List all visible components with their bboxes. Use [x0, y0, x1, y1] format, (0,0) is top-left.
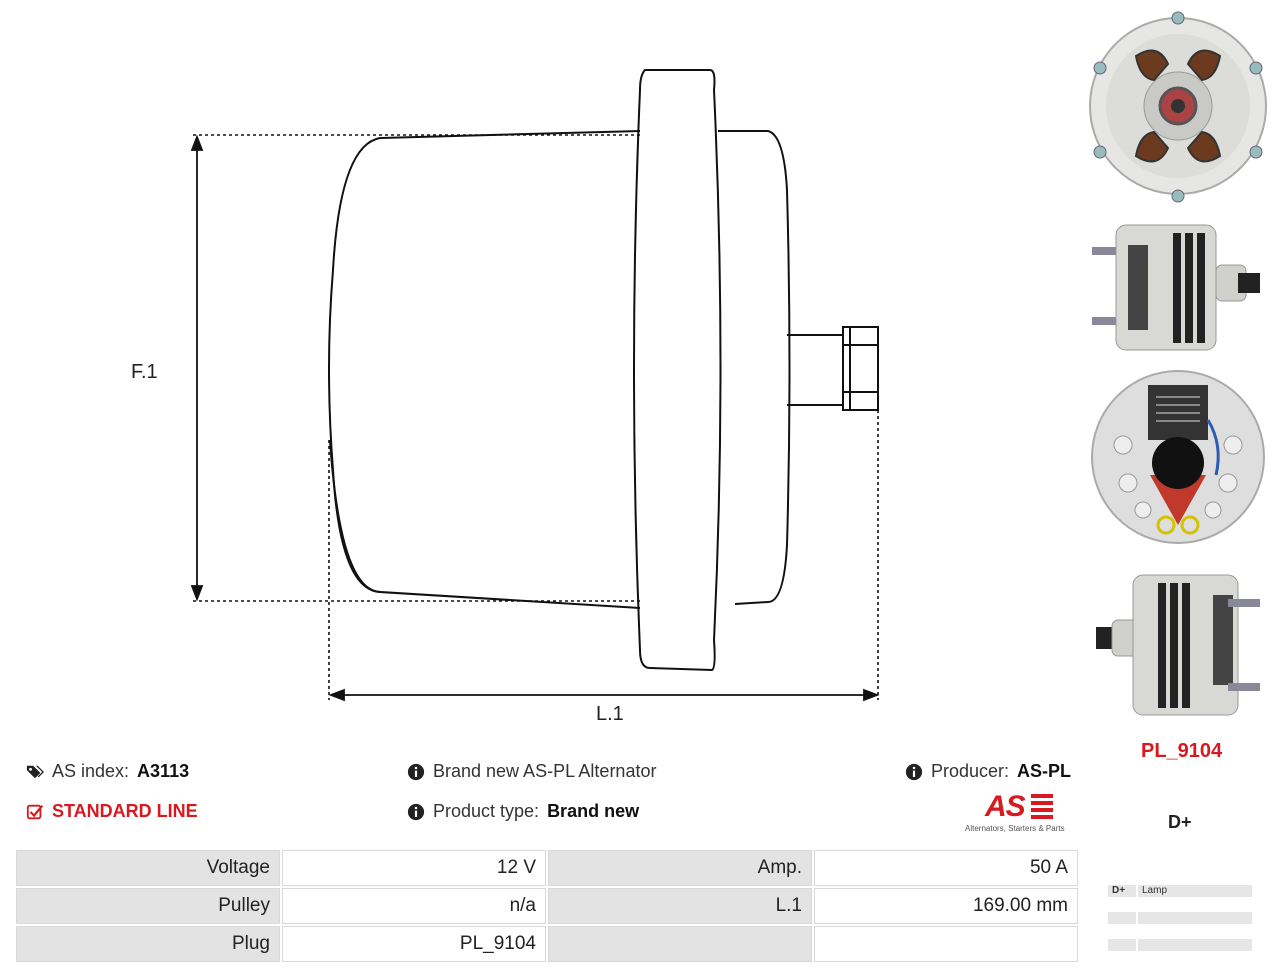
pin-row — [1108, 939, 1252, 951]
dimension-guides — [193, 135, 878, 700]
producer-value: AS-PL — [1017, 761, 1072, 781]
table-row — [16, 850, 1078, 886]
spec-label: L.1 — [548, 888, 812, 924]
spec-value: PL_9104 — [282, 926, 546, 962]
plug-code[interactable]: PL_9104 — [1141, 740, 1223, 762]
as-index-value: A3113 — [137, 761, 190, 781]
spec-value: 50 A — [814, 850, 1078, 886]
spec-table — [14, 848, 1080, 964]
alternator-rear-photo[interactable] — [1088, 365, 1268, 555]
spec-label: Plug — [16, 926, 280, 962]
pin-row — [1108, 912, 1252, 924]
standard-line-label: STANDARD LINE — [52, 801, 198, 821]
check-square-icon — [26, 803, 44, 821]
spec-label: Pulley — [16, 888, 280, 924]
plug-terminal: D+ — [1168, 812, 1192, 832]
length-dimension-label: L.1 — [596, 703, 624, 725]
spec-value: 169.00 mm — [814, 888, 1078, 924]
tags-icon — [26, 763, 44, 781]
logo-tagline: Alternators, Starters & Parts — [965, 824, 1065, 833]
product-type-value: Brand new — [547, 801, 640, 821]
spec-value — [814, 926, 1078, 962]
spec-label: Amp. — [548, 850, 812, 886]
table-row — [16, 926, 1078, 962]
alternator-side-pulley-photo[interactable] — [1088, 565, 1268, 720]
spec-label — [548, 926, 812, 962]
info-icon — [407, 763, 425, 781]
as-pl-logo — [965, 791, 1069, 835]
logo-stripes — [1031, 794, 1053, 820]
pin-desc: Lamp — [1142, 885, 1168, 896]
as-index-label: AS index: — [52, 761, 130, 781]
alternator-outline — [329, 70, 878, 670]
description-text: Brand new AS-PL Alternator — [433, 761, 657, 781]
info-icon — [905, 763, 923, 781]
standard-line — [26, 801, 198, 822]
alternator-front-photo[interactable] — [1088, 8, 1268, 208]
dimension-arrows — [192, 137, 877, 700]
spec-label: Voltage — [16, 850, 280, 886]
alternator-side-photo[interactable] — [1088, 205, 1268, 355]
info-icon — [407, 803, 425, 821]
table-row — [16, 888, 1078, 924]
producer-label: Producer: — [931, 761, 1010, 781]
product-type — [407, 801, 639, 822]
pin-row — [1108, 885, 1252, 897]
logo-mark: AS — [985, 790, 1025, 823]
product-type-label: Product type: — [433, 801, 540, 821]
spec-value: n/a — [282, 888, 546, 924]
spec-value: 12 V — [282, 850, 546, 886]
producer — [905, 761, 1071, 782]
pin-name: D+ — [1112, 885, 1126, 896]
as-index — [26, 761, 189, 782]
height-dimension-label: F.1 — [131, 361, 158, 383]
description — [407, 761, 656, 782]
